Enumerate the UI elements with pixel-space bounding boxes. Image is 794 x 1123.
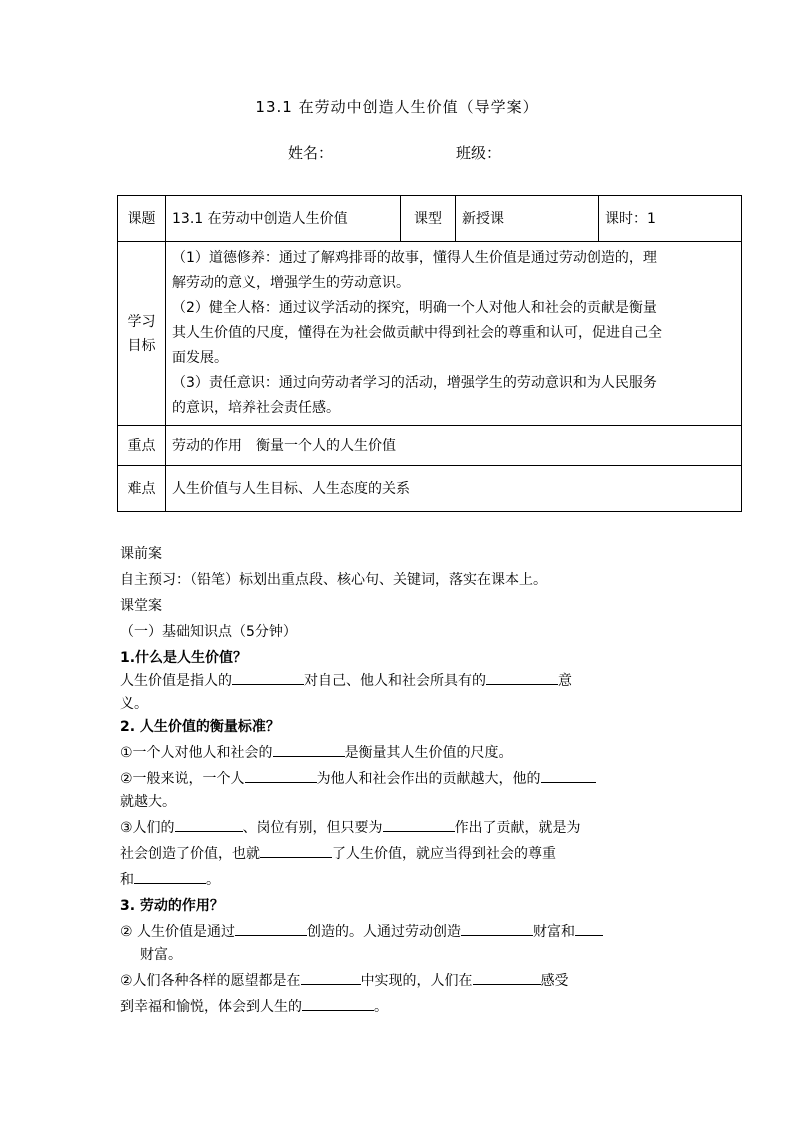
question-1-title: 1.什么是人生价值？: [120, 650, 248, 666]
goal-line: 的意识，培养社会责任感。: [172, 400, 340, 416]
goal-line: 面发展。: [172, 350, 228, 366]
blank-field[interactable]: [134, 869, 206, 884]
question-3-item-1-cont: 财富。: [140, 947, 182, 963]
pre-class-heading: 课前案: [120, 546, 162, 562]
text: ②人们各种各样的愿望都是在: [120, 973, 301, 989]
text: 了人生价值，就应当得到社会的尊重: [332, 846, 556, 862]
blank-field[interactable]: [245, 768, 317, 783]
text: 是衡量其人生价值的尺度。: [344, 745, 513, 761]
topic-label: 课题: [118, 196, 166, 242]
goals-row: [118, 242, 742, 426]
difficult-point-value: 人生价值与人生目标、人生态度的关系: [166, 466, 742, 512]
text: ②一般来说，一个人: [120, 771, 245, 787]
text: ①一个人对他人和社会的: [120, 745, 273, 761]
goal-line: 其人生价值的尺度，懂得在为社会做贡献中得到社会的尊重和认可，促进自己全: [172, 325, 662, 341]
text: 意: [558, 673, 572, 689]
blank-field[interactable]: [232, 670, 304, 685]
in-class-heading: 课堂案: [120, 598, 162, 614]
text: 作出了贡献，就是为: [454, 820, 581, 836]
question-1-line-2: 义。: [120, 696, 148, 712]
text: 为他人和社会作出的贡献越大，他的: [316, 771, 541, 787]
period-value: 课时：1: [599, 196, 742, 242]
goal-line: （3）责任意识：通过向劳动者学习的活动，增强学生的劳动意识和为人民服务: [172, 375, 657, 391]
question-3-item-2: [120, 970, 680, 993]
topic-row: [118, 196, 742, 242]
text: 财富和: [533, 924, 576, 940]
question-1-line: [120, 670, 680, 693]
goals-label-line1: 学习: [127, 313, 156, 330]
blank-field[interactable]: [235, 921, 307, 936]
text: 对自己、他人和社会所具有的: [304, 673, 486, 689]
text: 和: [120, 872, 134, 888]
question-3-title: 3. 劳动的作用？: [120, 898, 224, 914]
text: 到幸福和愉悦，体会到人生的: [120, 999, 302, 1015]
blank-field[interactable]: [473, 970, 541, 985]
question-2-item-2: [120, 768, 680, 791]
page-title: 13.1 在劳动中创造人生价值（导学案）: [255, 98, 539, 116]
key-point-label: 重点: [118, 426, 166, 466]
difficult-point-row: [118, 466, 742, 512]
goals-label-line2: 目标: [127, 337, 156, 354]
question-2-item-3-cont: [120, 843, 680, 866]
blank-field[interactable]: [302, 996, 374, 1011]
blank-field[interactable]: [486, 670, 558, 685]
question-2-item-3: [120, 817, 680, 840]
name-label: 姓名：: [288, 144, 334, 162]
text: 、岗位有别，但只要为: [242, 820, 383, 836]
key-point-row: [118, 426, 742, 466]
goals-label: [118, 242, 166, 426]
text: 人生价值是指人的: [120, 673, 232, 689]
difficult-point-label: 难点: [118, 466, 166, 512]
blank-field[interactable]: [273, 742, 345, 757]
class-label: 班级：: [456, 144, 502, 162]
text: 社会创造了价值，也就: [120, 846, 260, 862]
question-2-title: 2. 人生价值的衡量标准？: [120, 719, 280, 735]
goal-line: （2）健全人格：通过议学活动的探究，明确一个人对他人和社会的贡献是衡量: [172, 300, 657, 316]
type-label: 课型: [401, 196, 456, 242]
worksheet-body: [120, 543, 680, 1019]
question-3-item-2-cont: [120, 996, 680, 1019]
type-value: 新授课: [456, 196, 599, 242]
text: ③人们的: [120, 820, 175, 836]
blank-field[interactable]: [541, 768, 596, 783]
self-study-text: 自主预习：（铅笔）标划出重点段、核心句、关键词，落实在课本上。: [120, 572, 547, 588]
question-2-item-2-cont: 就越大。: [120, 794, 176, 810]
question-2-item-3-end: [120, 869, 680, 892]
blank-field[interactable]: [175, 817, 243, 832]
goal-line: 解劳动的意义，增强学生的劳动意识。: [172, 275, 410, 291]
blank-field[interactable]: [575, 921, 603, 936]
text: 感受: [540, 973, 569, 989]
text: 。: [206, 872, 220, 888]
text: 中实现的，人们在: [360, 973, 473, 989]
key-point-value: 劳动的作用 衡量一个人的人生价值: [166, 426, 742, 466]
text: 。: [374, 999, 388, 1015]
blank-field[interactable]: [461, 921, 533, 936]
topic-value: 13.1 在劳动中创造人生价值: [166, 196, 401, 242]
text: ② 人生价值是通过: [120, 924, 236, 940]
blank-field[interactable]: [383, 817, 455, 832]
section-heading: （一）基础知识点（5分钟）: [120, 624, 297, 640]
goal-line: （1）道德修养：通过了解鸡排哥的故事，懂得人生价值是通过劳动创造的，理: [172, 250, 657, 266]
lesson-info-table: [117, 195, 742, 512]
goals-content: [166, 242, 742, 426]
question-2-item-1: [120, 742, 680, 765]
blank-field[interactable]: [301, 970, 361, 985]
blank-field[interactable]: [260, 843, 332, 858]
text: 创造的。人通过劳动创造: [307, 924, 462, 940]
question-3-item-1: [120, 921, 680, 944]
